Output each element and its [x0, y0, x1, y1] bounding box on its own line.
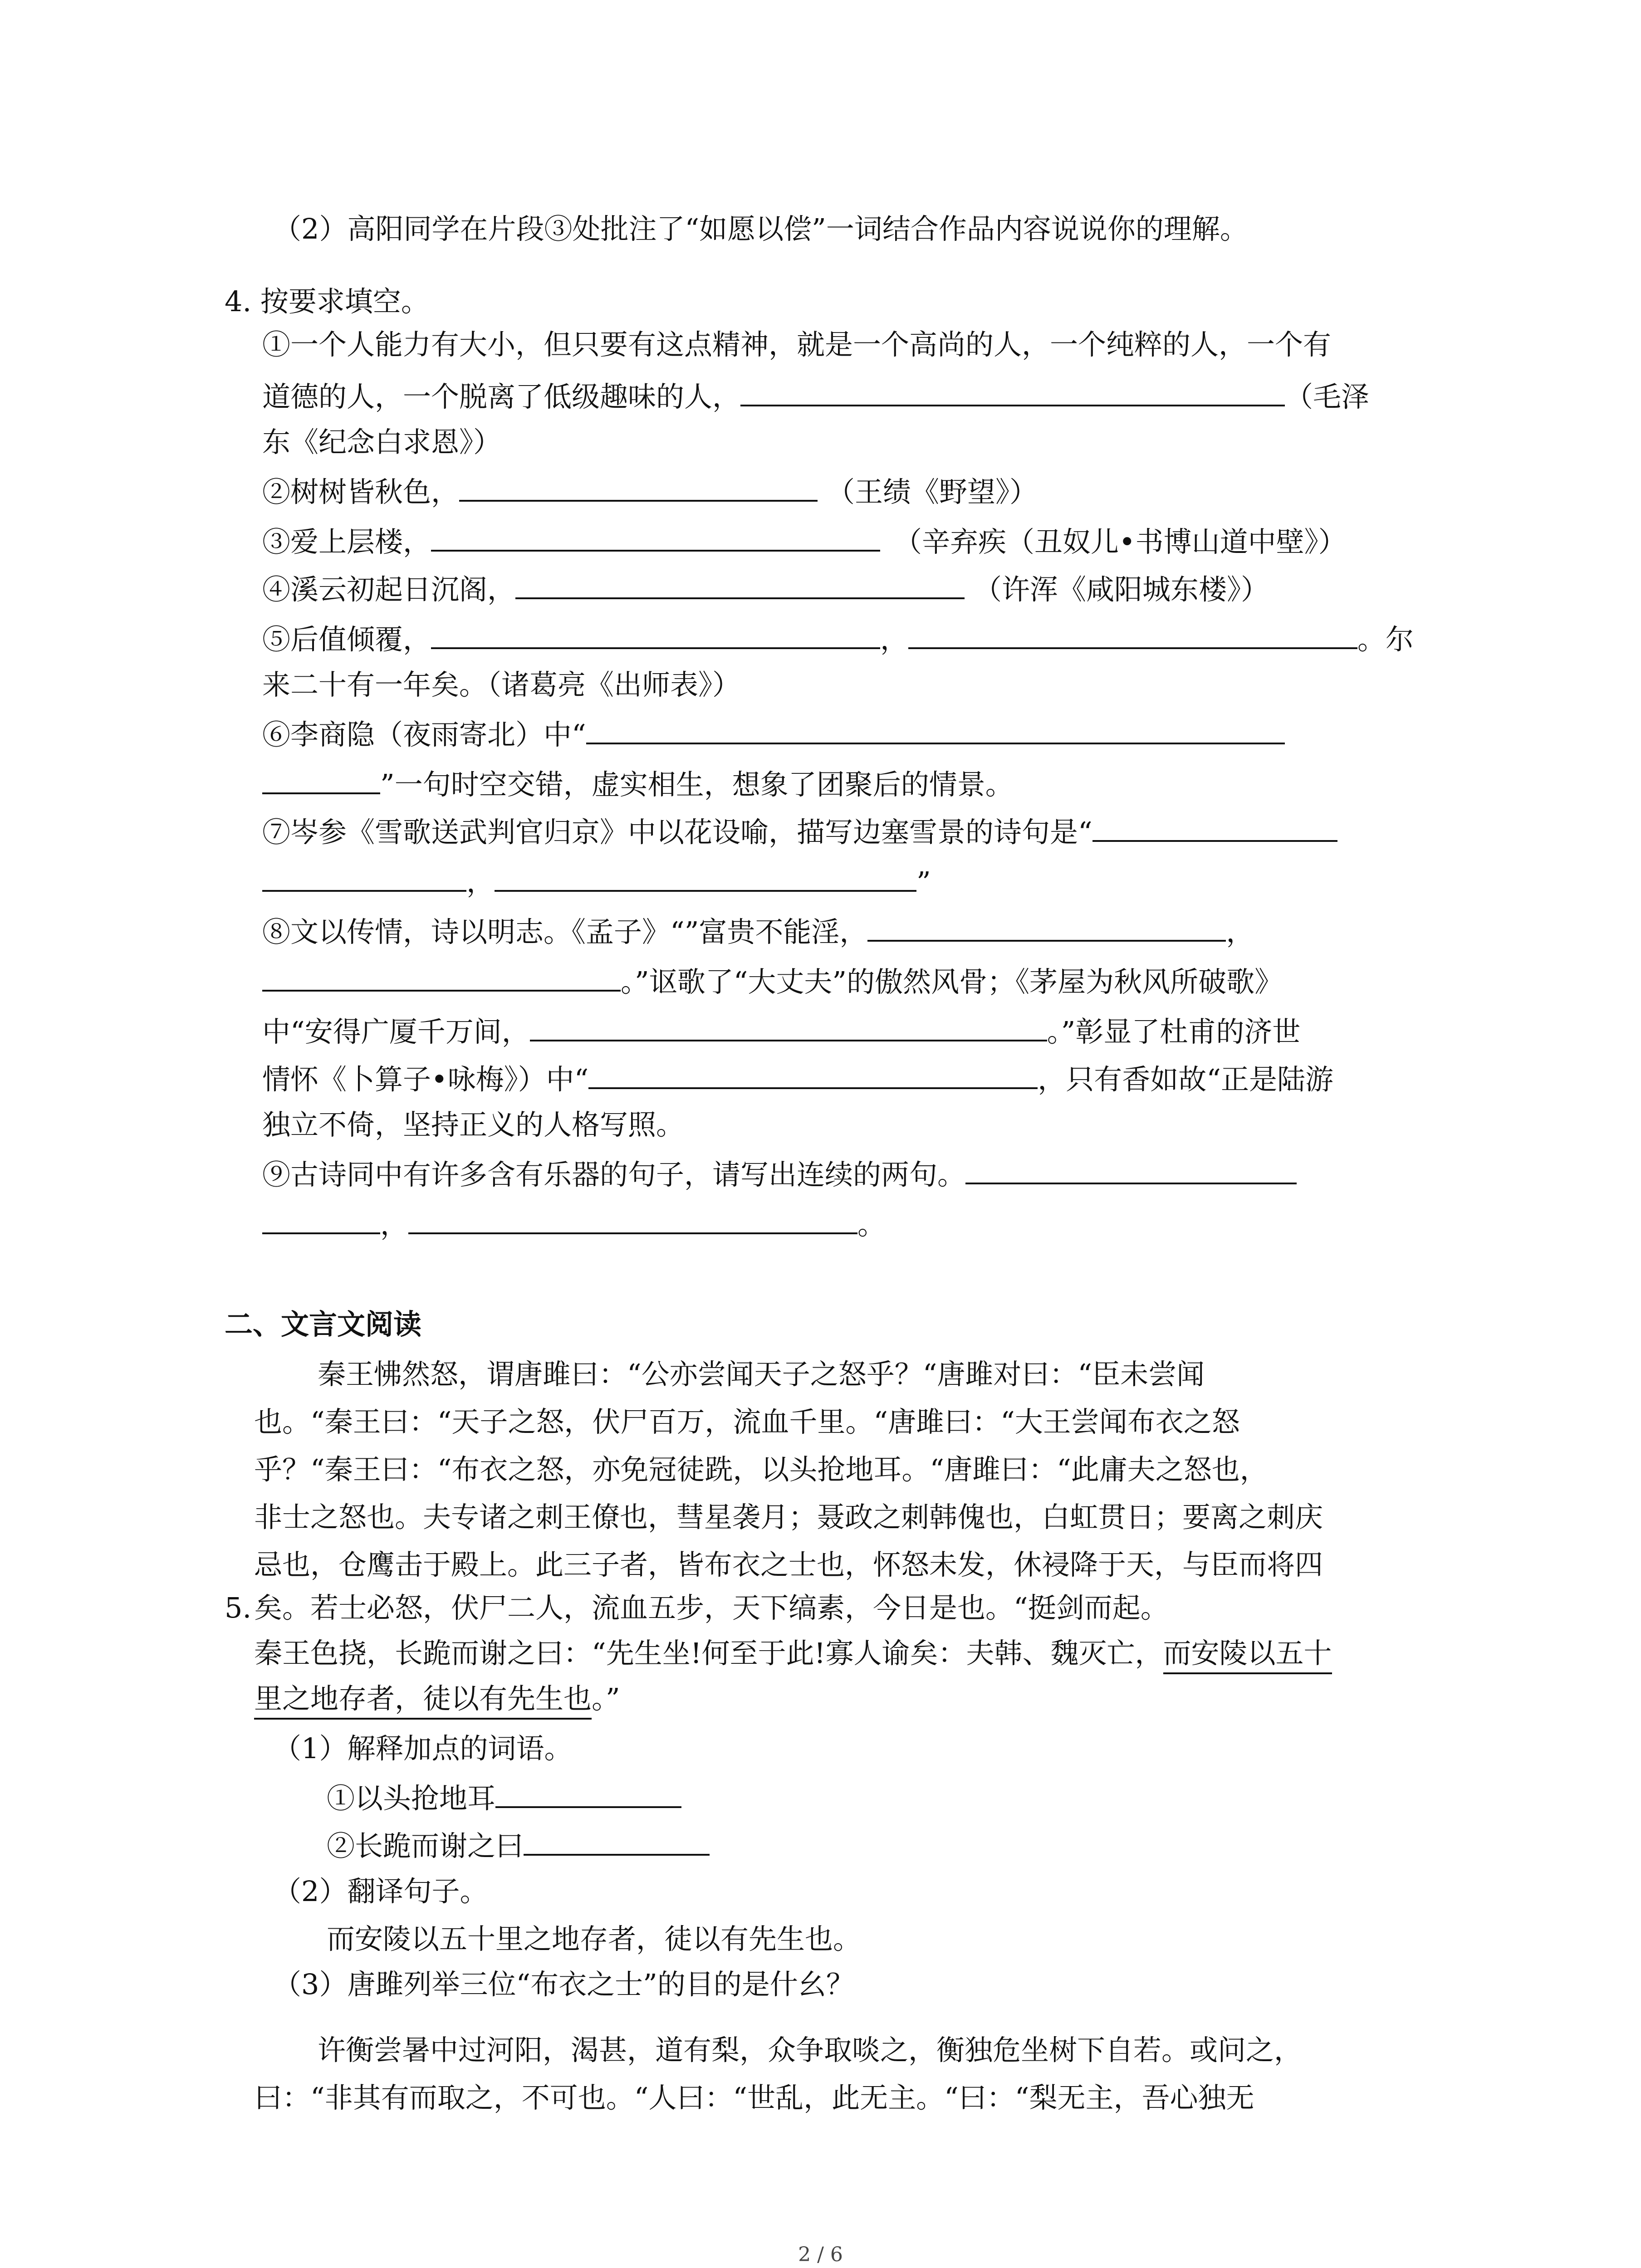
answer-blank[interactable]	[530, 1012, 1047, 1041]
passage-line: 许衡尝暑中过河阳，渴甚，道有梨，众争取啖之，衡独危坐树下自若。或问之，	[318, 2033, 1303, 2067]
q4-item8-line4	[262, 1059, 1333, 1098]
passage-line	[254, 1635, 1332, 1672]
q4-item1-line1: ①一个人能力有大小，但只要有这点精神，就是一个高尚的人，一个纯粹的人，一个有	[262, 328, 1332, 361]
answer-blank[interactable]	[1092, 812, 1337, 842]
section-heading: 二、文言文阅读	[225, 1308, 422, 1341]
q4-item2-source: （王绩《野望》）	[827, 475, 1038, 508]
q4-item6-line1	[262, 714, 1285, 753]
q4-item2-text: ②树树皆秋色，	[262, 475, 460, 508]
answer-blank[interactable]	[495, 862, 916, 892]
answer-blank[interactable]	[408, 1204, 857, 1234]
q4-item3-source: （辛弃疾（丑奴儿•书博山道中壁》）	[894, 525, 1347, 558]
q4-item7-line2	[262, 862, 931, 900]
q4-item1-source: （毛泽	[1285, 380, 1370, 413]
passage-line: 矣。若士必怒，伏尸二人，流血五步，天下缟素，今日是也。“挺剑而起。	[254, 1591, 1169, 1624]
q4-item1-line3: 东《纪念白求恩》）	[262, 425, 502, 459]
punctuation: ，	[1226, 915, 1254, 948]
question-number: 5.	[225, 1591, 252, 1624]
answer-blank[interactable]	[262, 764, 380, 794]
answer-blank[interactable]	[965, 1154, 1297, 1184]
passage-text: 秦王色挠，长跪而谢之曰：“先生坐!何至于此!寡人谕矣：夫韩、魏灭亡，	[254, 1637, 1163, 1670]
page-number: 2 / 6	[798, 2243, 843, 2266]
answer-blank[interactable]	[586, 714, 1285, 744]
q4-item6-tail: ”一句时空交错，虚实相生，想象了团聚后的情景。	[380, 768, 1014, 801]
answer-blank[interactable]	[262, 1204, 380, 1234]
q4-title: 4. 按要求填空。	[225, 285, 429, 318]
q4-item3	[262, 522, 1347, 560]
q4-item8-line2	[262, 962, 1283, 1000]
passage-line	[254, 1681, 620, 1717]
q4-item8-line3	[262, 1012, 1300, 1050]
q4-item8-text6: ，只有香如故“正是陆游	[1038, 1063, 1333, 1096]
passage-line: 也。“秦王曰：“天子之怒，伏尸百万，流血千里。“唐雎曰：“大王尝闻布衣之怒	[254, 1405, 1240, 1438]
answer-blank[interactable]	[262, 862, 466, 892]
question-2-sentence: 而安陵以五十里之地存者，徒以有先生也。	[327, 1922, 862, 1955]
q4-item3-text: ③爱上层楼，	[262, 525, 431, 558]
underlined-sentence: 而安陵以五十	[1163, 1637, 1332, 1674]
answer-blank[interactable]	[431, 619, 880, 649]
question-3: （3）唐雎列举三位“布衣之士”的目的是什幺？	[273, 1968, 854, 2001]
answer-blank[interactable]	[262, 962, 621, 992]
q4-item2	[262, 472, 1038, 510]
question-2: （2）翻译句子。	[273, 1875, 488, 1908]
q4-item1-text: 道德的人，一个脱离了低级趣味的人，	[262, 380, 741, 413]
answer-blank[interactable]	[524, 1826, 710, 1856]
answer-blank[interactable]	[495, 1778, 681, 1808]
q4-item6-line2	[262, 764, 1014, 803]
q4-item8-text2: 。”讴歌了“大丈夫”的傲然风骨；《茅屋为秋风所破歌》	[621, 965, 1283, 998]
passage-line: 乎？“秦王曰：“布衣之怒，亦免冠徒跣，以头抢地耳。“唐雎曰：“此庸夫之怒也，	[254, 1453, 1268, 1486]
q4-item5-end: 。尔	[1357, 623, 1414, 656]
q4-item4-source: （许浑《咸阳城东楼》）	[974, 573, 1269, 606]
answer-blank[interactable]	[459, 472, 818, 502]
answer-blank[interactable]	[431, 522, 880, 552]
answer-blank[interactable]	[515, 569, 965, 599]
q4-item1-line2	[262, 376, 1369, 415]
q4-item8-line1	[262, 912, 1254, 950]
question-1b-text: ②长跪而谢之曰	[327, 1829, 524, 1862]
q4-item9-text: ⑨古诗同中有许多含有乐器的句子，请写出连续的两句。	[262, 1158, 966, 1191]
q4-item8-text: ⑧文以传情，诗以明志。《孟子》“”富贵不能淫，	[262, 915, 868, 948]
q4-item9-line1	[262, 1154, 1297, 1193]
passage-line: 曰：“非其有而取之，不可也。“人曰：“世乱，此无主。“曰：“梨无主，吾心独无	[254, 2081, 1254, 2114]
q4-item6-text: ⑥李商隐（夜雨寄北）中“	[262, 718, 586, 751]
q4-item4	[262, 569, 1269, 608]
punctuation: 。	[857, 1208, 886, 1241]
question-1a	[327, 1778, 681, 1817]
q4-item5-text: ⑤后值倾覆，	[262, 623, 431, 656]
punctuation: ”	[916, 865, 931, 899]
answer-blank[interactable]	[908, 619, 1357, 649]
q3-part2: （2）高阳同学在片段③处批注了“如愿以偿”一词结合作品内容说说你的理解。	[273, 212, 1248, 245]
q4-item5-line1	[262, 619, 1414, 658]
punctuation: ，	[466, 865, 495, 899]
punctuation: ，	[880, 623, 909, 656]
answer-blank[interactable]	[740, 376, 1285, 406]
passage-line: 非士之怒也。夫专诸之刺王僚也，彗星袭月；聂政之刺韩傀也，白虹贯日；要离之刺庆	[254, 1501, 1323, 1534]
q4-item7-text: ⑦岑参《雪歌送武判官归京》中以花设喻，描写边塞雪景的诗句是“	[262, 816, 1092, 849]
q4-item8-line5: 独立不倚，坚持正义的人格写照。	[262, 1108, 685, 1141]
q4-item8-text4: 。”彰显了杜甫的济世	[1047, 1015, 1301, 1048]
answer-blank[interactable]	[867, 912, 1226, 942]
q4-item5-line2: 来二十有一年矣。（诸葛亮《出师表》）	[262, 668, 741, 701]
passage-line: 秦王怫然怒，谓唐雎曰：“公亦尝闻天子之怒乎？“唐雎对曰：“臣未尝闻	[318, 1358, 1205, 1391]
q4-item9-line2	[262, 1204, 886, 1243]
q4-item4-text: ④溪云初起日沉阁，	[262, 573, 516, 606]
answer-blank[interactable]	[588, 1059, 1038, 1089]
punctuation: 。”	[592, 1682, 620, 1715]
passage-line: 忌也，仓鹰击于殿上。此三子者，皆布衣之士也，怀怒未发，休祲降于天，与臣而将四	[254, 1548, 1323, 1581]
question-1b	[327, 1826, 710, 1864]
punctuation: ，	[380, 1208, 409, 1241]
question-1a-text: ①以头抢地耳	[327, 1782, 496, 1815]
underlined-sentence: 里之地存者，徒以有先生也	[254, 1682, 592, 1720]
question-1: （1）解释加点的词语。	[273, 1732, 573, 1765]
q4-item8-text5: 情怀《卜算子•咏梅》）中“	[262, 1063, 589, 1096]
q4-item7-line1	[262, 812, 1337, 850]
q4-item8-text3: 中“安得广厦千万间，	[262, 1015, 530, 1048]
